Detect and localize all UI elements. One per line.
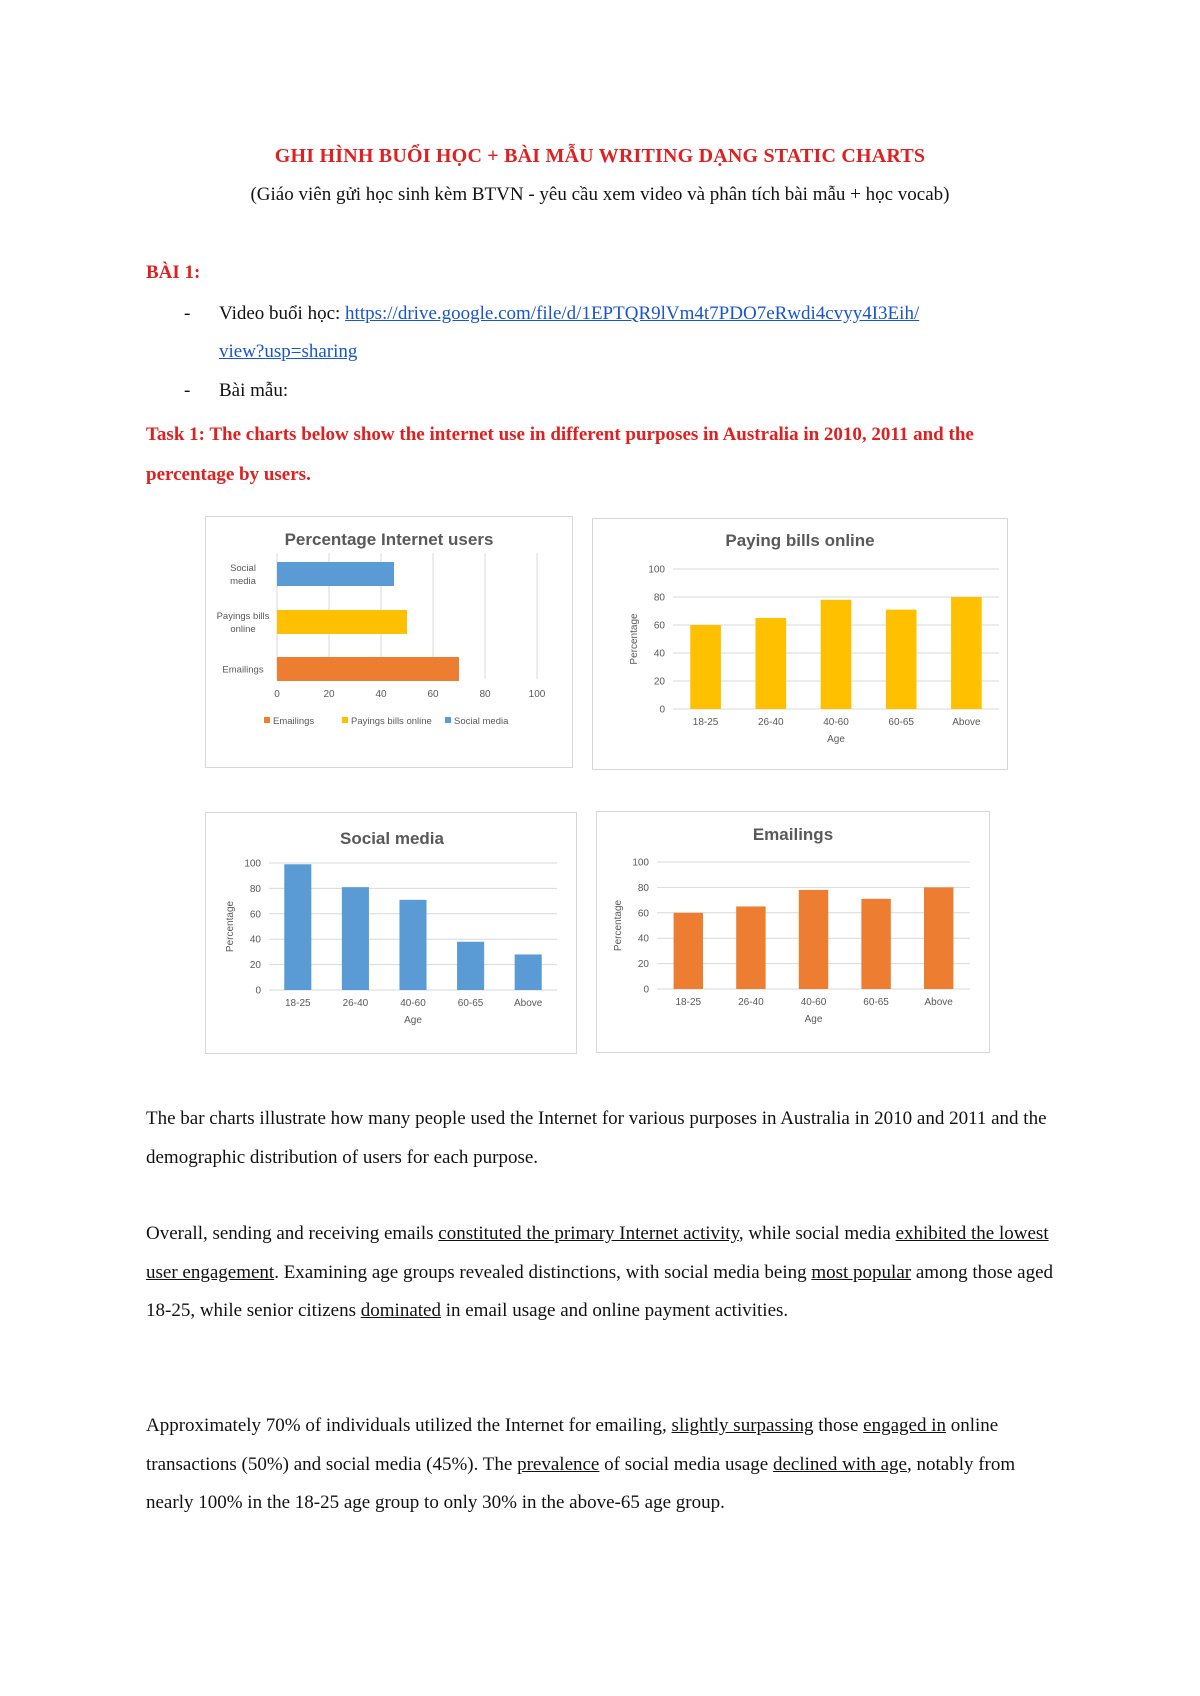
x-axis-label: Age (827, 734, 845, 745)
legend-swatch (342, 717, 348, 723)
y-axis-label: Percentage (629, 613, 640, 665)
legend-label: Social media (454, 716, 509, 727)
chart-title: Emailings (752, 825, 834, 844)
bar-60-65 (861, 899, 890, 989)
text-run: , while social media (738, 1223, 896, 1244)
y-axis-label: Percentage (613, 899, 624, 952)
lesson-heading: BÀI 1: (146, 262, 201, 283)
bar-social-media (277, 562, 394, 586)
bar-26-40 (736, 906, 765, 989)
chart-emailings (596, 811, 990, 1053)
video-label: Video buổi học: (219, 303, 346, 324)
x-tick-label: Above (952, 717, 981, 728)
bullet-dash: - (184, 380, 191, 401)
chart-svg (206, 813, 576, 1053)
x-tick-label: 18-25 (285, 998, 311, 1009)
bar-40-60 (821, 600, 852, 709)
y-tick-label: 60 (653, 620, 665, 632)
chart-percentage-internet-users (205, 516, 573, 768)
bar-18-25 (284, 864, 311, 990)
x-tick-label: 26-40 (342, 998, 369, 1009)
y-tick-label: Emailings (222, 664, 264, 676)
underlined-phrase: most popular (811, 1261, 912, 1283)
chart-title: Paying bills online (725, 531, 875, 550)
text-run: . Examining age groups revealed distinctions, with social media being (274, 1261, 812, 1283)
x-tick-label: 0 (274, 689, 280, 700)
y-tick-label: 80 (249, 883, 261, 895)
task-prompt: Task 1: The charts below show the internet use in different purposes in Australia in 2010, 2011 and the percentage by users. (146, 424, 974, 485)
x-tick-label: 40-60 (400, 998, 426, 1009)
bar-60-65 (457, 942, 484, 990)
bar-above (951, 597, 982, 709)
chart-title: Percentage Internet users (284, 530, 494, 549)
essay-paragraph-3 (146, 1407, 1056, 1523)
bar-40-60 (799, 890, 828, 989)
underlined-phrase: declined with age (772, 1453, 907, 1475)
x-tick-label: 60-65 (888, 717, 914, 728)
video-line-2 (219, 341, 357, 363)
legend-label: Payings bills online (351, 716, 432, 727)
y-tick-label: 80 (637, 882, 649, 894)
y-tick-label: 20 (249, 960, 261, 972)
legend-swatch (264, 717, 270, 723)
bar-40-60 (399, 900, 426, 990)
y-tick-label: 0 (643, 984, 649, 996)
x-tick-label: Above (514, 998, 543, 1009)
y-tick-label: online (230, 624, 256, 635)
text-run: Approximately 70% of individuals utilized the Internet for emailing, (146, 1415, 672, 1436)
y-tick-label: 0 (659, 704, 665, 716)
bullet-dash: - (184, 303, 191, 324)
underlined-phrase: engaged in (863, 1415, 946, 1436)
chart-svg (206, 517, 572, 767)
y-tick-label: media (230, 576, 256, 587)
x-tick-label: 20 (323, 689, 335, 700)
x-axis-label: Age (404, 1015, 422, 1026)
text-run: Overall, sending and receiving emails (146, 1223, 439, 1244)
essay-paragraph-2 (146, 1215, 1056, 1331)
bar-above (515, 954, 542, 990)
y-tick-label: Payings bills (216, 611, 270, 622)
chart-svg (593, 519, 1007, 769)
essay-paragraph-1: The bar charts illustrate how many people used the Internet for various purposes in Australia in 2010 and 2011 and the demographic distribution of users for each purpose. (146, 1108, 1047, 1168)
y-tick-label: 40 (249, 934, 261, 946)
bar-18-25 (690, 625, 721, 709)
y-tick-label: 40 (653, 648, 665, 660)
video-line (219, 303, 919, 325)
bar-26-40 (342, 887, 369, 990)
bar-18-25 (674, 913, 703, 989)
y-tick-label: 100 (648, 564, 665, 576)
text-run: , notably from nearly 100% in the 18-25 age group to only 30% in the above-65 age group. (146, 1453, 1016, 1513)
chart-title: Social media (340, 829, 444, 848)
y-tick-label: 60 (637, 908, 649, 920)
underlined-phrase: dominated (360, 1300, 441, 1321)
underlined-phrase: constituted the primary Internet activity (438, 1223, 739, 1244)
text-run: in email usage and online payment activities. (440, 1300, 789, 1321)
bar-26-40 (755, 618, 786, 709)
x-tick-label: 40-60 (800, 997, 827, 1008)
sample-label: Bài mẫu: (219, 380, 289, 401)
x-tick-label: 26-40 (738, 997, 764, 1008)
x-tick-label: 40-60 (823, 717, 849, 728)
page-title: GHI HÌNH BUỔI HỌC + BÀI MẪU WRITING DẠNG STATIC CHARTS (274, 145, 926, 167)
x-tick-label: 60-65 (457, 998, 484, 1009)
y-tick-label: 40 (637, 933, 649, 945)
x-tick-label: Above (924, 997, 953, 1008)
y-tick-label: 80 (653, 592, 665, 604)
chart-paying-bills-online (592, 518, 1008, 770)
video-link[interactable]: https://drive.google.com/file/d/1EPTQR9lVm4t7PDO7eRwdi4cvyy4I3Eih/ (345, 303, 920, 324)
chart-svg (597, 812, 989, 1052)
bar-60-65 (886, 610, 917, 709)
video-link-continued[interactable]: view?usp=sharing (219, 341, 358, 362)
x-axis-label: Age (804, 1014, 823, 1025)
underlined-phrase: exhibited the lowest user engagement (146, 1223, 1049, 1283)
page-subtitle: (Giáo viên gửi học sinh kèm BTVN - yêu cầu xem video và phân tích bài mẫu + học vocab) (250, 184, 950, 205)
y-axis-label: Percentage (225, 900, 236, 953)
underlined-phrase: slightly surpassing (671, 1415, 814, 1436)
text-run: of social media usage (599, 1453, 773, 1475)
x-tick-label: 18-25 (675, 997, 702, 1008)
y-tick-label: 0 (255, 985, 261, 997)
x-tick-label: 100 (528, 689, 546, 700)
text-run: those (813, 1415, 864, 1436)
x-tick-label: 80 (479, 689, 491, 700)
text-run: online transactions (50%) and social media (45%). The (146, 1415, 999, 1475)
y-tick-label: 100 (632, 857, 649, 869)
y-tick-label: 20 (637, 959, 649, 971)
x-tick-label: 40 (375, 689, 387, 700)
legend-label: Emailings (273, 716, 315, 727)
x-tick-label: 60-65 (863, 997, 889, 1008)
y-tick-label: 60 (249, 909, 261, 921)
text-run: among those aged 18-25, while senior citizens (146, 1261, 1054, 1321)
bar-payings-bills-online (277, 610, 407, 634)
y-tick-label: 20 (653, 676, 665, 688)
chart-social-media (205, 812, 577, 1054)
legend-swatch (445, 717, 451, 723)
x-tick-label: 18-25 (692, 717, 719, 728)
x-tick-label: 60 (427, 689, 439, 700)
y-tick-label: 100 (244, 858, 261, 870)
bar-above (924, 887, 953, 989)
y-tick-label: Social (230, 563, 256, 574)
underlined-phrase: prevalence (517, 1453, 600, 1475)
bar-emailings (277, 657, 459, 681)
x-tick-label: 26-40 (758, 717, 784, 728)
